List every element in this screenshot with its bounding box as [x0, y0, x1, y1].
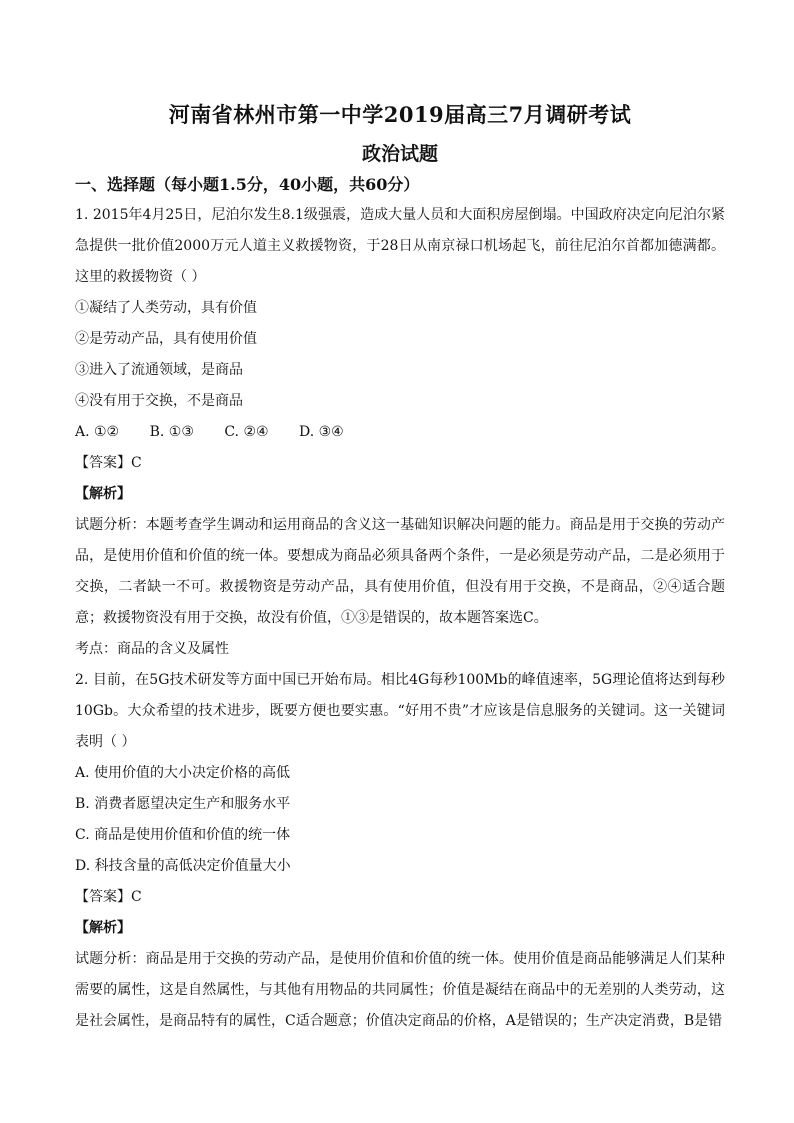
- option-c: C. 商品是使用价值和价值的统一体: [75, 827, 291, 843]
- option-a: A. 使用价值的大小决定价格的高低: [75, 765, 291, 781]
- knowledge-point: 考点：商品的含义及属性: [75, 641, 229, 657]
- answer-line: 【答案】C: [75, 889, 142, 905]
- document-title: 河南省林州市第一中学2019届高三7月调研考试: [168, 102, 632, 127]
- question-2: [75, 665, 725, 1037]
- statement-item: ④没有用于交换，不是商品: [75, 393, 243, 409]
- option-a: A. ①②: [75, 424, 120, 440]
- statement-item: ①凝结了人类劳动，具有价值: [75, 300, 257, 316]
- option-c: C. ②④: [224, 424, 269, 440]
- document-subtitle: 政治试题: [361, 143, 438, 165]
- option-b: B. 消费者愿望决定生产和服务水平: [75, 796, 291, 812]
- section-heading: 一、选择题（每小题1.5分，40小题，共60分）: [75, 175, 420, 194]
- analysis-text: 试题分析：商品是用于交换的劳动产品，是使用价值和价值的统一体。使用价值是商品能够满足人们某种需要的属性，这是自然属性，与其他有用物品的共同属性；价值是凝结在商品中的无差别的人类劳动，这是社会属性，是商品特有的属性，C适合题意；价值决定商品的价格，A是错误的；生产决定消费，B是错: [75, 951, 725, 1029]
- statement-item: ②是劳动产品，具有使用价值: [75, 331, 257, 347]
- question-stem: 1. 2015年4月25日，尼泊尔发生8.1级强震，造成大量人员和大面积房屋倒塌。中国政府决定向尼泊尔紧急提供一批价值2000万元人道主义救援物资，于28日从南京禄口机场起飞，前往尼泊尔首都加德满都。这里的救援物资（ ）: [75, 207, 725, 285]
- option-d: D. 科技含量的高低决定价值量大小: [75, 858, 291, 874]
- statement-item: ③进入了流通领域，是商品: [75, 362, 243, 378]
- option-d: D. ③④: [299, 424, 344, 440]
- analysis-label: 【解析】: [75, 486, 131, 502]
- question-1: [75, 200, 725, 665]
- answer-line: 【答案】C: [75, 455, 142, 471]
- option-b: B. ①③: [149, 424, 194, 440]
- question-stem: 2. 目前，在5G技术研发等方面中国已开始布局。相比4G每秒100Mb的峰值速率，5G理论值将达到每秒10Gb。大众希望的技术进步，既要方便也要实惠。“好用不贵”才应该是信息服务的关键词。这一关键词表明（ ）: [75, 672, 725, 750]
- document-page: [75, 100, 725, 1037]
- answer-options: [75, 417, 725, 448]
- analysis-text: 试题分析：本题考查学生调动和运用商品的含义这一基础知识解决问题的能力。商品是用于交换的劳动产品，是使用价值和价值的统一体。要想成为商品必须具备两个条件，一是必须是劳动产品，二是必须用于交换，二者缺一不可。救援物资是劳动产品，具有使用价值，但没有用于交换，不是商品，②④适合题意；救援物资没有用于交换，故没有价值，①③是错误的，故本题答案选C。: [75, 517, 725, 626]
- analysis-label: 【解析】: [75, 920, 131, 936]
